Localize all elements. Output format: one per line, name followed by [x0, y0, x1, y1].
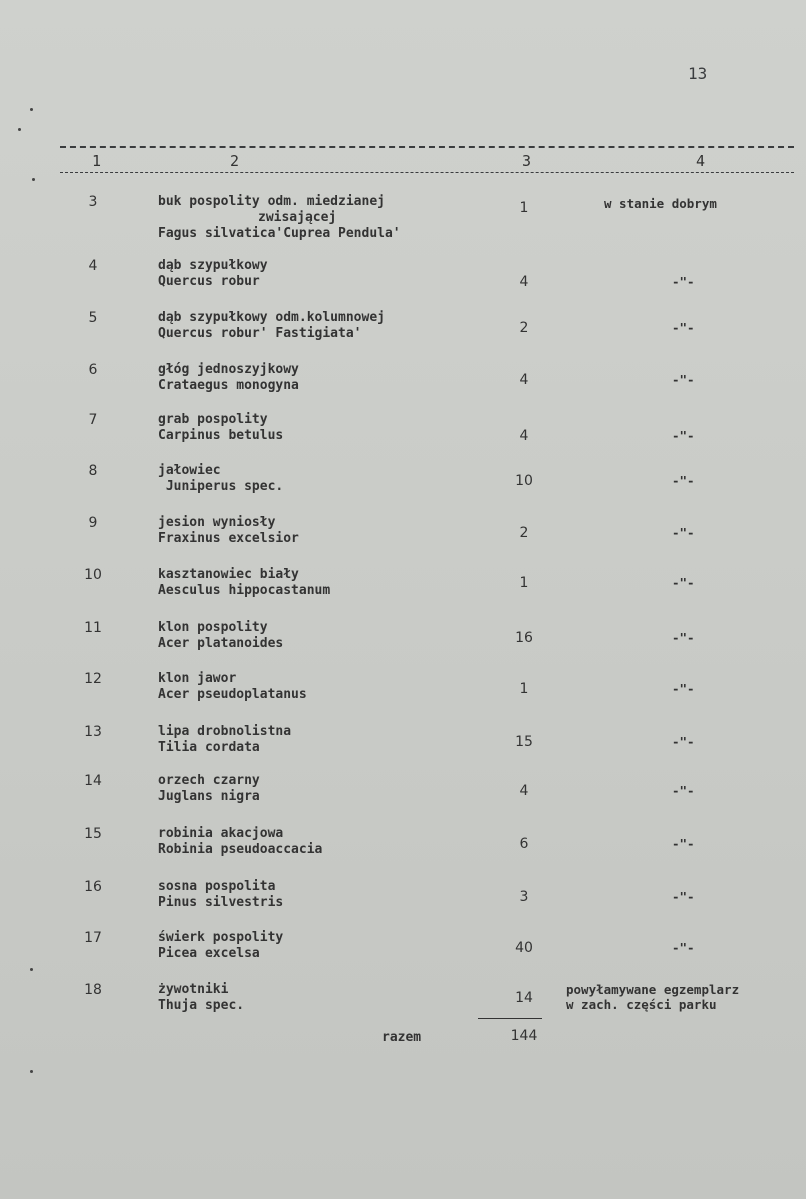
species-names	[158, 463, 498, 495]
row-number: 10	[84, 567, 102, 583]
polish-name: orzech czarny	[158, 773, 260, 788]
condition-ditto	[672, 734, 712, 749]
condition-ditto	[672, 836, 712, 851]
condition-line: -"-	[672, 372, 695, 387]
species-names	[158, 879, 498, 911]
name-line: Fraxinus excelsior	[158, 531, 299, 546]
polish-name: dąb szypułkowy	[158, 258, 268, 273]
condition-line: -"-	[672, 734, 695, 749]
row-number: 18	[84, 982, 102, 998]
row-number: 17	[84, 930, 102, 946]
species-names	[158, 310, 498, 342]
paper-speck	[30, 1070, 33, 1073]
quantity: 2	[519, 525, 529, 541]
row-number: 9	[88, 515, 98, 531]
condition-ditto	[672, 681, 712, 696]
name-line: Acer platanoides	[158, 636, 284, 651]
condition-line: -"-	[672, 681, 695, 696]
polish-name: sosna pospolita	[158, 879, 276, 894]
quantity: 1	[519, 200, 529, 216]
paper-speck	[30, 108, 33, 111]
polish-name: lipa drobnolistna	[158, 724, 292, 739]
table-top-rule	[60, 146, 794, 148]
name-line: Robinia pseudoaccacia	[158, 842, 323, 857]
quantity: 4	[519, 372, 529, 388]
paper-speck	[32, 178, 35, 181]
condition-ditto	[672, 525, 712, 540]
quantity: 15	[515, 734, 533, 750]
polish-name: klon jawor	[158, 671, 237, 686]
quantity: 14	[515, 990, 533, 1006]
condition-ditto	[672, 274, 712, 289]
paper-speck	[30, 968, 33, 971]
condition-line: -"-	[672, 889, 695, 904]
column-header-3: 3	[522, 152, 532, 170]
name-line: zwisającej	[258, 210, 337, 225]
polish-name: buk pospolity odm. miedzianej	[158, 194, 385, 209]
species-names	[158, 567, 498, 599]
name-line: Picea excelsa	[158, 946, 260, 961]
name-line: Carpinus betulus	[158, 428, 284, 443]
row-number: 15	[84, 826, 102, 842]
name-line: Juglans nigra	[158, 789, 260, 804]
polish-name: klon pospolity	[158, 620, 268, 635]
header-bottom-rule	[60, 172, 794, 173]
polish-name: robinia akacjowa	[158, 826, 284, 841]
condition-line: w zach. części parku	[566, 997, 717, 1012]
quantity: 4	[519, 274, 529, 290]
row-number: 7	[88, 412, 98, 428]
row-number: 16	[84, 879, 102, 895]
quantity: 4	[519, 428, 529, 444]
row-number: 11	[84, 620, 102, 636]
condition-line: powyłamywane egzemplarz	[566, 982, 740, 997]
condition-line: -"-	[672, 783, 695, 798]
total-label: razem	[382, 1030, 422, 1045]
condition-line: -"-	[672, 836, 695, 851]
row-number: 3	[88, 194, 98, 210]
condition-line: w stanie dobrym	[604, 196, 717, 211]
polish-name: głóg jednoszyjkowy	[158, 362, 299, 377]
name-line: Aesculus hippocastanum	[158, 583, 331, 598]
polish-name: świerk pospolity	[158, 930, 284, 945]
row-number: 6	[88, 362, 98, 378]
quantity: 10	[515, 473, 533, 489]
condition-ditto	[672, 372, 712, 387]
condition-ditto	[672, 428, 712, 443]
row-number: 13	[84, 724, 102, 740]
row-number: 4	[88, 258, 98, 274]
total-value: 144	[510, 1028, 538, 1044]
species-names	[158, 773, 498, 805]
species-names	[158, 362, 498, 394]
species-names	[158, 515, 498, 547]
species-names	[158, 671, 498, 703]
quantity: 16	[515, 630, 533, 646]
polish-name: żywotniki	[158, 982, 229, 997]
condition-line: -"-	[672, 630, 695, 645]
row-number: 14	[84, 773, 102, 789]
condition-ditto	[672, 630, 712, 645]
polish-name: jesion wyniosły	[158, 515, 276, 530]
species-names	[158, 194, 498, 242]
total-rule	[478, 1018, 542, 1019]
page-number: 13	[688, 64, 708, 83]
species-names	[158, 620, 498, 652]
condition-line: -"-	[672, 940, 695, 955]
quantity: 3	[519, 889, 529, 905]
row-number: 5	[88, 310, 98, 326]
species-names	[158, 724, 498, 756]
row-number: 12	[84, 671, 102, 687]
quantity: 4	[519, 783, 529, 799]
condition-note	[604, 196, 806, 211]
species-names	[158, 930, 498, 962]
name-line: Fagus silvatica'Cuprea Pendula'	[158, 226, 401, 241]
species-names	[158, 412, 498, 444]
name-line: Pinus silvestris	[158, 895, 284, 910]
condition-line: -"-	[672, 473, 695, 488]
name-line: Quercus robur' Fastigiata'	[158, 326, 362, 341]
species-names	[158, 982, 498, 1014]
quantity: 1	[519, 681, 529, 697]
name-line: Acer pseudoplatanus	[158, 687, 307, 702]
quantity: 2	[519, 320, 529, 336]
name-line: Thuja spec.	[158, 998, 245, 1013]
condition-line: -"-	[672, 525, 695, 540]
species-names	[158, 826, 498, 858]
column-header-2: 2	[230, 152, 240, 170]
column-header-1: 1	[92, 152, 102, 170]
condition-line: -"-	[672, 428, 695, 443]
quantity: 6	[519, 836, 529, 852]
condition-note	[566, 982, 806, 1012]
condition-line: -"-	[672, 274, 695, 289]
name-line: Crataegus monogyna	[158, 378, 299, 393]
name-line: Juniperus spec.	[158, 479, 284, 494]
row-number: 8	[88, 463, 98, 479]
name-line: Tilia cordata	[158, 740, 260, 755]
condition-ditto	[672, 320, 712, 335]
condition-ditto	[672, 473, 712, 488]
polish-name: dąb szypułkowy odm.kolumnowej	[158, 310, 385, 325]
polish-name: kasztanowiec biały	[158, 567, 299, 582]
condition-ditto	[672, 575, 712, 590]
quantity: 40	[515, 940, 533, 956]
condition-ditto	[672, 940, 712, 955]
name-line: Quercus robur	[158, 274, 260, 289]
polish-name: jałowiec	[158, 463, 221, 478]
polish-name: grab pospolity	[158, 412, 268, 427]
condition-line: -"-	[672, 320, 695, 335]
species-names	[158, 258, 498, 290]
quantity: 1	[519, 575, 529, 591]
condition-ditto	[672, 783, 712, 798]
column-header-4: 4	[696, 152, 706, 170]
condition-line: -"-	[672, 575, 695, 590]
condition-ditto	[672, 889, 712, 904]
paper-speck	[18, 128, 21, 131]
